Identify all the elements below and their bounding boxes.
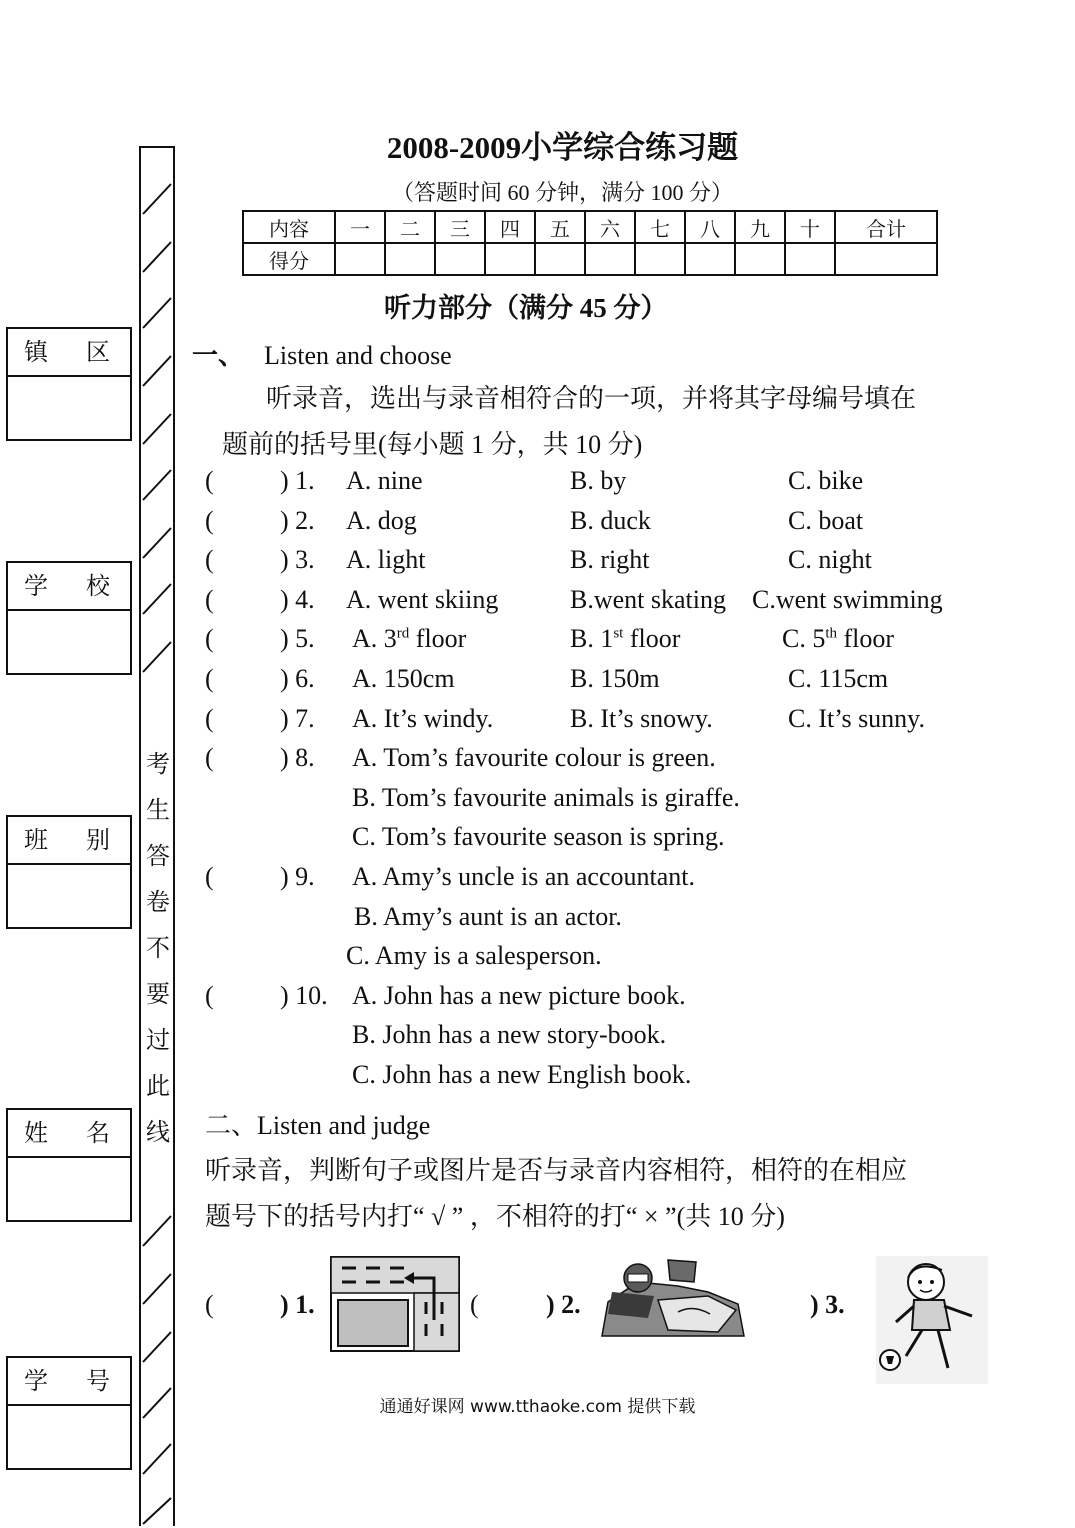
info-box-label: 姓 名 (8, 1110, 130, 1158)
answer-paren[interactable]: ( (205, 743, 214, 772)
score-input-cell[interactable] (685, 243, 735, 275)
option-a: A. went skiing (346, 585, 499, 614)
score-table-cell: 得分 (243, 243, 335, 275)
option-c: C. boat (788, 506, 864, 535)
score-input-cell[interactable] (335, 243, 385, 275)
question-number: ) 6. (280, 664, 315, 693)
score-table (242, 210, 938, 276)
answer-paren[interactable]: ( (205, 545, 214, 574)
question-row-9 (0, 862, 1075, 982)
option-b: B. Tom’s favourite animals is giraffe. (352, 783, 740, 812)
question-row-7 (0, 704, 1075, 740)
option-c: C. Tom’s favourite season is spring. (352, 822, 725, 851)
score-input-cell[interactable] (585, 243, 635, 275)
question-row-10 (0, 981, 1075, 1101)
boy-playing-football-picture (876, 1256, 988, 1384)
score-input-cell[interactable] (385, 243, 435, 275)
option-c: C. Amy is a salesperson. (346, 941, 602, 970)
question-row-1 (0, 466, 1075, 502)
score-table-cell: 一 (335, 211, 385, 243)
score-table-cell: 五 (535, 211, 585, 243)
answer-paren[interactable]: ( (205, 664, 214, 693)
option-c: C. night (788, 545, 872, 574)
info-box-field[interactable] (8, 1158, 130, 1220)
part2-instruction-line2: 题号下的括号内打“ √ ” ，不相符的打“ × ”(共 10 分) (205, 1202, 785, 1231)
question-row-3 (0, 545, 1075, 581)
answer-paren[interactable]: ( (470, 1290, 479, 1319)
score-table-cell: 合计 (835, 211, 937, 243)
option-b: B. 1st floor (570, 624, 681, 653)
binding-char: 过 (146, 1028, 170, 1054)
person-at-desk-picture (598, 1252, 746, 1338)
score-input-cell[interactable] (635, 243, 685, 275)
option-c: C.went swimming (752, 585, 943, 614)
binding-char: 答 (146, 844, 170, 870)
option-b: B. by (570, 466, 627, 495)
option-b: B. 150m (570, 664, 660, 693)
part1-instruction-line1: 听录音，选出与录音相符合的一项，并将其字母编号填在 (266, 384, 917, 413)
part2-instruction-line1: 听录音，判断句子或图片是否与录音内容相符，相符的在相应 (205, 1156, 908, 1185)
score-table-score-row (243, 243, 937, 275)
question-number: ) 3. (280, 545, 315, 574)
question-number: ) 1. (280, 466, 315, 495)
page-subtitle: （答题时间 60 分钟，满分 100 分） (391, 180, 733, 205)
info-box-name (6, 1108, 132, 1222)
option-a: A. John has a new picture book. (352, 981, 686, 1010)
option-a: A. 150cm (352, 664, 455, 693)
info-box-label: 镇 区 (8, 329, 130, 377)
option-c: C. 115cm (788, 664, 889, 693)
option-a: A. Tom’s favourite colour is green. (352, 743, 716, 772)
option-a: A. Amy’s uncle is an accountant. (352, 862, 695, 891)
part1-heading (192, 335, 452, 372)
option-b: B. John has a new story-book. (352, 1020, 667, 1049)
question-row-2 (0, 506, 1075, 542)
option-b: B. Amy’s aunt is an actor. (354, 902, 622, 931)
score-table-cell: 四 (485, 211, 535, 243)
part1-instruction-line2: 题前的括号里(每小题 1 分，共 10 分) (222, 430, 643, 459)
score-input-cell[interactable] (535, 243, 585, 275)
question-number: ) 10. (280, 981, 328, 1010)
binding-char: 此 (146, 1074, 170, 1100)
score-table-cell: 内容 (243, 211, 335, 243)
score-input-cell[interactable] (435, 243, 485, 275)
binding-char: 考 (146, 752, 170, 778)
option-c: C. 5th floor (782, 624, 895, 653)
score-table-cell: 六 (585, 211, 635, 243)
info-box-label: 班 别 (8, 817, 130, 865)
option-a: A. light (346, 545, 426, 574)
answer-paren[interactable]: ( (205, 981, 214, 1010)
question-number: ) 7. (280, 704, 315, 733)
answer-paren[interactable]: ( (205, 506, 214, 535)
score-table-header-row (243, 211, 937, 243)
score-table-cell: 三 (435, 211, 485, 243)
question-row-8 (0, 743, 1075, 863)
street-map-picture (330, 1256, 460, 1352)
question-number: ) 5. (280, 624, 315, 653)
page-title: 2008-2009小学综合练习题 (386, 130, 739, 165)
question-number: ) 9. (280, 862, 315, 891)
score-input-cell[interactable] (485, 243, 535, 275)
score-input-cell[interactable] (785, 243, 835, 275)
part2-heading: 二、Listen and judge (205, 1111, 431, 1140)
question-number: ) 4. (280, 585, 315, 614)
answer-paren[interactable]: ( (205, 1290, 214, 1319)
part1-title: Listen and choose (264, 341, 452, 370)
option-c: C. It’s sunny. (788, 704, 925, 733)
binding-char: 生 (146, 798, 170, 824)
section-title: 听力部分（满分 45 分） (384, 293, 668, 323)
answer-paren[interactable]: ( (205, 862, 214, 891)
score-table-cell: 七 (635, 211, 685, 243)
footer-credit: 通通好课网 www.tthaoke.com 提供下载 (379, 1397, 696, 1417)
score-table-cell: 二 (385, 211, 435, 243)
option-a: A. dog (346, 506, 417, 535)
binding-char: 卷 (146, 890, 170, 916)
binding-char: 不 (146, 936, 170, 962)
score-table-cell: 十 (785, 211, 835, 243)
score-input-cell[interactable] (835, 243, 937, 275)
binding-char: 要 (146, 982, 170, 1008)
score-input-cell[interactable] (735, 243, 785, 275)
answer-paren[interactable]: ( (205, 624, 214, 653)
question-row-5 (0, 624, 1075, 660)
answer-paren[interactable]: ( (205, 585, 214, 614)
question-number: ) 8. (280, 743, 315, 772)
option-a: A. nine (346, 466, 423, 495)
picture-number: ) 1. (280, 1290, 315, 1319)
binding-char: 线 (146, 1120, 170, 1146)
score-table-cell: 九 (735, 211, 785, 243)
info-box-label: 学 校 (8, 563, 130, 611)
picture-number: ) 2. (546, 1290, 581, 1319)
option-b: B. right (570, 545, 650, 574)
option-a: A. 3rd floor (352, 624, 467, 653)
info-box-town (6, 327, 132, 441)
info-box-label: 学 号 (8, 1358, 130, 1406)
option-b: B. duck (570, 506, 651, 535)
option-b: B. It’s snowy. (570, 704, 713, 733)
picture-number: ) 3. (810, 1290, 845, 1319)
option-b: B.went skating (570, 585, 726, 614)
answer-paren[interactable]: ( (205, 704, 214, 733)
part1-number: 一、 (192, 341, 245, 370)
question-row-6 (0, 664, 1075, 700)
option-c: C. John has a new English book. (352, 1060, 692, 1089)
question-row-4 (0, 585, 1075, 621)
score-table-cell: 八 (685, 211, 735, 243)
question-number: ) 2. (280, 506, 315, 535)
answer-paren[interactable]: ( (205, 466, 214, 495)
option-c: C. bike (788, 466, 864, 495)
option-a: A. It’s windy. (352, 704, 494, 733)
info-box-field[interactable] (8, 377, 130, 439)
